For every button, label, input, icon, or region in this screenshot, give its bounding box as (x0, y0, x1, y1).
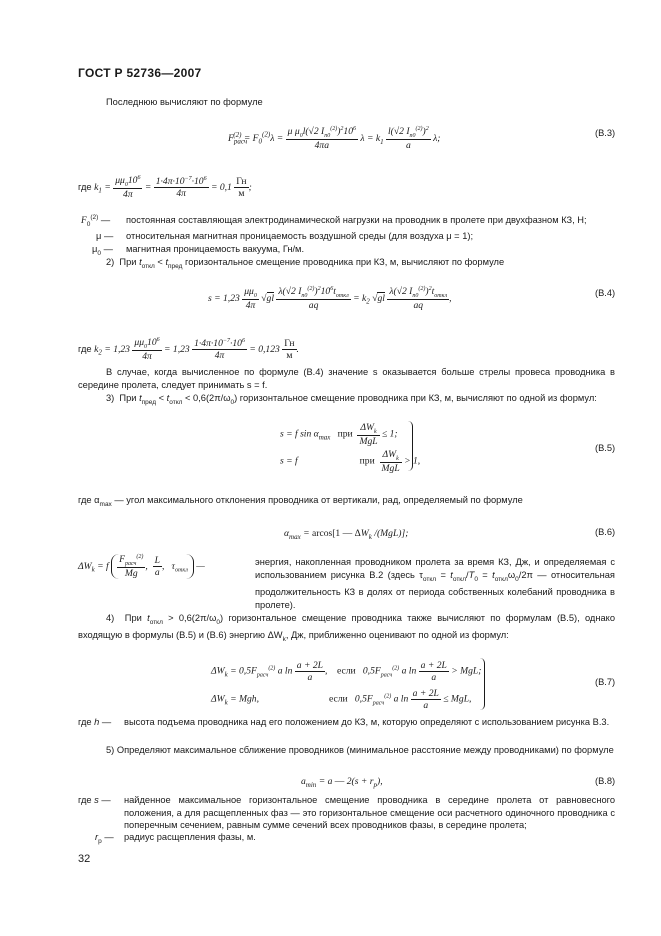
def-f0-text: постоянная составляющая электродинамической нагрузки на проводник в пролете при двухфазном КЗ, Н; (126, 215, 587, 225)
equation-b7-line-1: $\Delta W_k = 0,5F_{расч}^{(2)}$ a ln $\frac{a + 2L}{a}$ , если $0,5F_{расч}^{(2)}$ a ln $\frac{a + 2L}{a}$ > MgL; (211, 660, 482, 683)
equation-b4: s = 1,23 $\frac{\mu\mu_0}{4\pi}$ √gl $\frac{\lambda(√2 I_{п0}^{(2)})^210^6t_{откл}}{aq}$ = $k_2$ √gl $\frac{\lambda(√2 I_{п0}^{(2)})^2t_{откл}}{aq}$ , (208, 286, 452, 312)
h-def-symbol: где h — (78, 717, 112, 727)
equation-b5-brace (408, 421, 413, 471)
dwk-definition-text: энергия, накопленная проводником пролета за время КЗ, Дж, и определяемая с использованием рисунка В.2 (здесь $\tau_{откл} = t_{откл}/T_0 = t_{откл}\omega_0/2\pi$ — относительная продолжительность КЗ в долях от периода собственных колебаний проводника в пролете). (255, 557, 615, 610)
def-mu0-symbol: $\mu_0$ — (92, 244, 113, 257)
def-f0-symbol: $F_0^{(2)}$ — (81, 214, 111, 228)
note-b4-paragraph: В случае, когда вычисленное по формуле (В.4) значение s оказывается больше стрелы провеса проводника в середине пролета, следует принимать s = f. (78, 367, 615, 390)
item-5-paragraph: 5) Определяют максимальное сближение проводников (минимальное расстояние между проводниками) по формуле (106, 745, 614, 755)
equation-b4-number: (В.4) (595, 288, 616, 298)
equation-b3: $F_{расч}^{(2)} = F_0^{(2)}\lambda$ = $\frac{\mu \mu_0l(√2 I_{п0}^{(2)})^210^6}{4\pi a}$ $\lambda = k_1$ $\frac{l(√2 I_{п0}^{(2)})^2}{a}$ λ; (228, 126, 441, 152)
intro-text: Последнюю вычисляют по формуле (106, 97, 263, 107)
equation-b6-number: (В.6) (595, 527, 616, 537)
def-rp-symbol: $r_р$ — (95, 832, 114, 845)
def-rp-text: радиус расщепления фазы, м. (124, 832, 256, 842)
equation-b7-brace (480, 658, 485, 710)
equation-b5-line-2: s = f при $\frac{\Delta W_k}{\text{MgL}}$ > 1, (280, 449, 421, 474)
equation-b8: $a_{min} = a$ — $2(s + r_р)$, (301, 776, 383, 789)
alpha-definition: где $\alpha_{max}$ — угол максимального отклонения проводника от вертикали, рад, определяемый по формуле (78, 495, 523, 508)
item-3-paragraph: 3) При $t_{пред} < t_{откл} < 0,6(2\pi/\omega_0)$ горизонтальное смещение проводника при КЗ, м, вычисляют по одной из формул: (106, 393, 597, 406)
item-4-paragraph: 4) При $t_{откл} > 0,6(2\pi/\omega_0)$ горизонтальное смещение проводника также вычисляют по формулам (В.5), однако входящую в формулы (В.5) и (В.6) энергию $\Delta W_k$, Дж, приближенно оценивают по одной из формул: (78, 613, 615, 644)
equation-b5-line-1: s = f $\sin \alpha_{max}$ при $\frac{\Delta W_k}{\text{MgL}}$ ≤ 1; (280, 422, 398, 447)
page-number: 32 (78, 853, 91, 865)
equation-b7-line-2: $\Delta W_k$ = Mgh, если $0,5F_{расч}^{(2)}$ a ln $\frac{a + 2L}{a}$ ≤ MgL, (211, 688, 472, 711)
equation-b5-number: (В.5) (595, 443, 616, 453)
k1-definition: где $k_1$ = $\frac{\mu\mu_010^6}{4\pi}$ = $\frac{1\cdot 4\pi\cdot 10^{-7}\cdot 10^6}{4\pi}$ = 0,1 $\frac{Гн}{м}$ ; (78, 175, 252, 201)
item-2-text: 2) При $t_{откл} < t_{пред}$ горизонтальное смещение проводника при КЗ, м, вычисляют по формуле (106, 257, 505, 270)
def-s-text: найденное максимальное горизонтальное смещение проводника в середине пролета от равновесного положения, а для расщепленных фаз — это горизонтальное смещение оси расчетного одиночного проводника с поперечным сечением, равным сумме сечений всех проводников фазы, в середине пролета; (124, 795, 615, 831)
equation-b8-number: (В.8) (595, 776, 616, 786)
def-mu-symbol: μ — (96, 231, 114, 241)
equation-b6: $\alpha_{max} = arcos[1$ — $\Delta W_k$ /(MgL)]; (284, 528, 409, 541)
equation-b7-number: (В.7) (595, 677, 616, 687)
def-mu0-text: магнитная проницаемость вакуума, Гн/м. (126, 244, 305, 254)
h-def-text: высота подъема проводника над его положением до КЗ, м, которую определяют с использованием рисунка В.3. (124, 717, 610, 727)
def-s-symbol: где s — (78, 795, 111, 805)
def-mu-text: относительная магнитная проницаемость воздушной среды (для воздуха μ = 1); (126, 231, 474, 241)
dwk-symbol: $\Delta W_k = f$ $\frac{F_{расч}^{(2)}}{Mg}$ , $\frac{L}{a}$ , $\tau_{откл}$ — (78, 554, 205, 580)
equation-b3-number: (В.3) (595, 128, 616, 138)
standard-header: ГОСТ Р 52736—2007 (78, 66, 202, 80)
k2-definition: где $k_2 = 1,23$ $\frac{\mu\mu_010^6}{4\pi}$ = 1,23 $\frac{1\cdot 4\pi\cdot 10^{-7}\cdot 10^6}{4\pi}$ = 0,123 $\frac{Гн}{м}$ . (78, 337, 299, 363)
